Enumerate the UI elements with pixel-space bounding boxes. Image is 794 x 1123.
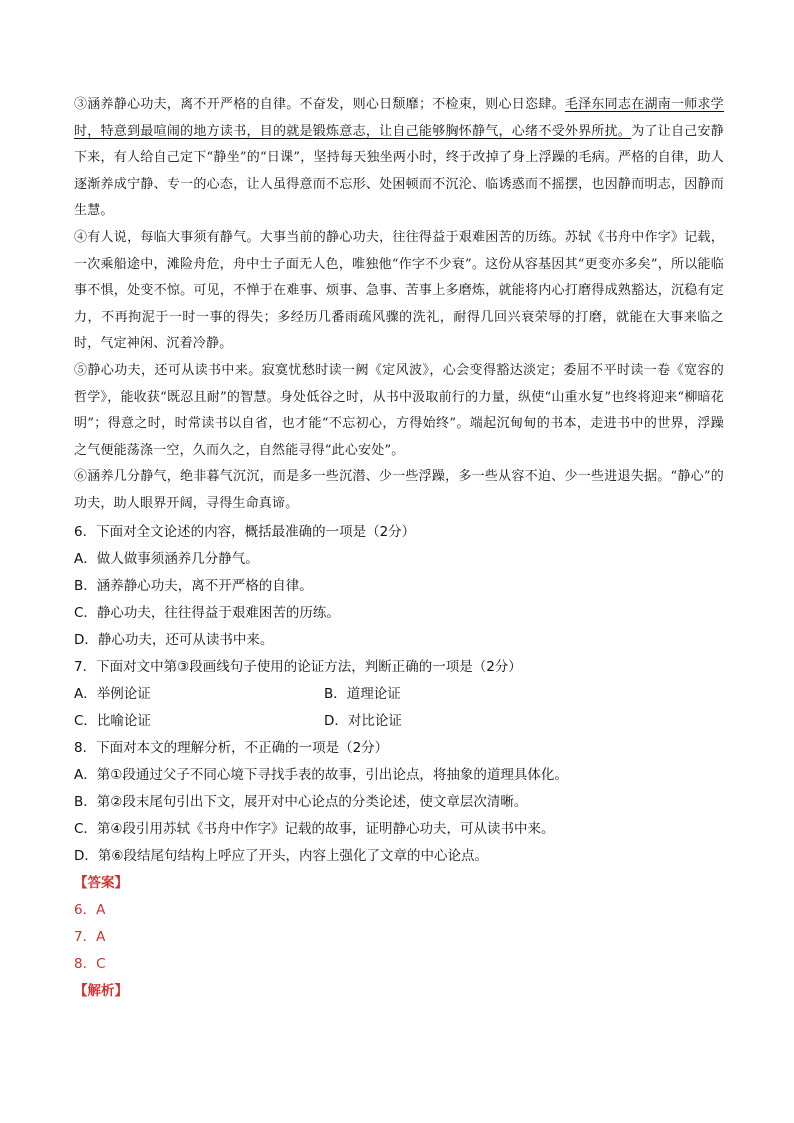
option-b: B．涵养静心功夫，离不开严格的自律。 — [74, 577, 313, 594]
paragraph-text: 涵养静心功夫，离不开严格的自律。不奋发，则心日颓靡；不检束，则心日恣肆。 — [87, 97, 565, 112]
analysis-label: 【解析】 — [74, 982, 128, 999]
option-c: C．静心功夫，往往得益于艰难困苦的历练。 — [74, 604, 340, 621]
passage-paragraph-6: ⑥涵养几分静气，绝非暮气沉沉，而是多一些沉潜、少一些浮躁，多一些从容不迫、少一些进退失据。“静心”的功夫，助人眼界开阔，寻得生命真谛。 — [74, 469, 724, 511]
answer-label: 【答案】 — [74, 874, 128, 891]
paragraph-number: ③ — [74, 97, 88, 112]
option-a: A．举例论证 — [74, 685, 151, 702]
passage-paragraph-4: ④有人说，每临大事须有静气。大事当前的静心功夫，往往得益于艰难困苦的历练。苏轼《书舟中作字》记载，一次乘船途中，滩险舟危，舟中士子面无人色，唯独他“作字不少衰”。这份从容基因其“更变亦多矣”，所以能临事不惧，处变不惊。可见，不惮于在难事、烦事、急事、苦事上多磨炼，就能将内心打磨得成熟豁达，沉稳有定力，不再拘泥于一时一事的得失；多经历几番雨疏风骤的洗礼，耐得几回兴衰荣辱的打磨，就能在大事来临之时，气定神闲、沉着冷静。 — [74, 229, 724, 352]
answer-section — [74, 870, 724, 1005]
answer-8: 8．C — [74, 955, 106, 972]
options-row-2 — [74, 708, 724, 735]
document-page — [74, 92, 724, 1005]
passage-paragraph-3 — [74, 92, 724, 225]
option-a: A．做人做事须涵养几分静气。 — [74, 550, 259, 567]
question-stem: 6．下面对全文论述的内容，概括最准确的一项是（2分） — [74, 523, 416, 540]
question-8 — [74, 735, 724, 870]
question-stem: 7．下面对文中第③段画线句子使用的论证方法，判断正确的一项是（2分） — [74, 658, 522, 675]
answer-7: 7．A — [74, 928, 106, 945]
option-c: C．第④段引用苏轼《书舟中作字》记载的故事，证明静心功夫，可从读书中来。 — [74, 820, 555, 837]
question-6 — [74, 519, 724, 654]
underlined-sentence: 毛泽东同志在湖南一师求学时，特意到最喧闹的地方读书，目的就是锻炼意志，让自己能够胸怀静气，心绪不受外界所扰。 — [74, 97, 725, 139]
option-a: A．第①段通过父子不同心境下寻找手表的故事，引出论点，将抽象的道理具体化。 — [74, 766, 568, 783]
option-d: D．第⑥段结尾句结构上呼应了开头，内容上强化了文章的中心论点。 — [74, 847, 488, 864]
option-d: D．对比论证 — [324, 712, 402, 729]
passage-paragraph-5: ⑤静心功夫，还可从读书中来。寂寞忧愁时读一阙《定风波》，心会变得豁达淡定；委屈不平时读一卷《宽容的哲学》，能收获“既忍且耐”的智慧。身处低谷之时，从书中汲取前行的力量，纵使“山重水复”也终将迎来“柳暗花明”；得意之时，时常读书以自省，也才能“不忘初心，方得始终”。端起沉甸甸的书本，走进书中的世界，浮躁之气便能荡涤一空，久而久之，自然能寻得“此心安处”。 — [74, 362, 724, 458]
option-b: B．第②段末尾句引出下文，展开对中心论点的分类论述，使文章层次清晰。 — [74, 793, 528, 810]
answer-6: 6．A — [74, 901, 106, 918]
option-b: B．道理论证 — [324, 685, 401, 702]
option-d: D．静心功夫，还可从读书中来。 — [74, 631, 274, 648]
paragraph-text-continued: 为了让自己安静下来，有人给自己定下“静坐”的“日课”，坚持每天独坐两小时，终于改掉了身上浮躁的毛病。严格的自律，助人逐渐养成宁静、专一的心态，让人虽得意而不忘形、处困顿而不沉沦、临诱惑而不摇摆，也因静而明志，因静而生慧。 — [74, 123, 725, 219]
option-c: C．比喻论证 — [74, 712, 151, 729]
question-7 — [74, 654, 724, 735]
options-row-1 — [74, 681, 724, 708]
question-stem: 8．下面对本文的理解分析，不正确的一项是（2分） — [74, 739, 389, 756]
